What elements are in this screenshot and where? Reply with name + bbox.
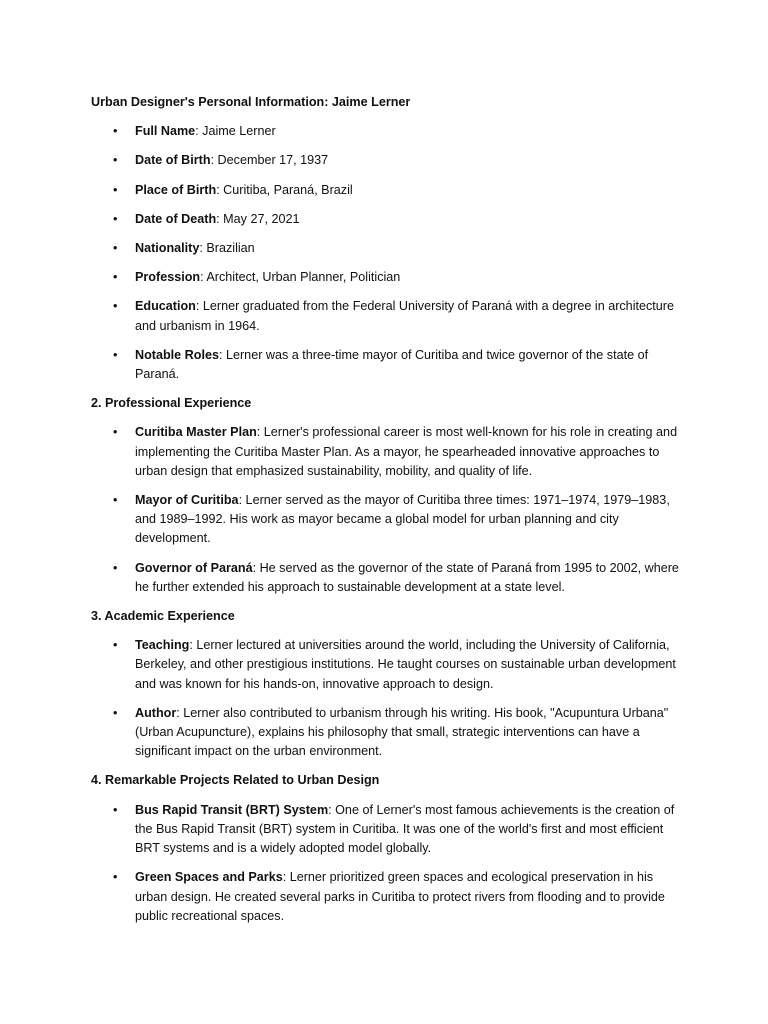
item-term: Notable Roles — [135, 347, 219, 362]
list-item — [91, 181, 688, 200]
list-item — [91, 239, 688, 258]
personal-info-list — [91, 122, 688, 384]
item-text: : Jaime Lerner — [195, 124, 276, 139]
item-term: Mayor of Curitiba — [135, 493, 239, 508]
item-term: Green Spaces and Parks — [135, 870, 283, 885]
item-text: : Lerner served as the mayor of Curitiba three times: 1971–1974, 1979–1983, and 1989–1992. His work as mayor became a global model for urban planning and city development. — [135, 493, 670, 546]
item-text: : One of Lerner's most famous achievements is the creation of the Bus Rapid Transit (BRT) system in Curitiba. It was one of the world's first and most efficient BRT systems and is a widely adopted model globally. — [135, 802, 675, 856]
item-term: Place of Birth — [135, 182, 217, 197]
item-text: : Lerner's professional career is most well-known for his role in creating and implementing the Curitiba Master Plan. As a mayor, he spearheaded innovative approaches to urban design that emphasized sustainability, mobility, and quality of life. — [135, 425, 678, 478]
list-item — [91, 491, 688, 549]
item-term: Date of Death — [135, 211, 217, 226]
item-text: : May 27, 2021 — [216, 211, 300, 226]
item-text: : Lerner also contributed to urbanism through his writing. His book, "Acupuntura Urbana" (Urban Acupuncture), explains his philosophy that small, strategic interventions can have a significant impact on the urban environment. — [135, 705, 669, 759]
item-text: : Brazilian — [199, 241, 255, 256]
section-heading-academic-experience: 3. Academic Experience — [91, 609, 235, 624]
item-term: Nationality — [135, 241, 200, 256]
item-term: Full Name — [135, 124, 196, 139]
section-heading-remarkable-projects: 4. Remarkable Projects Related to Urban Design — [91, 773, 380, 788]
item-term: Profession — [135, 270, 201, 285]
list-item — [91, 297, 688, 335]
list-item — [91, 636, 688, 694]
remarkable-projects-list — [91, 801, 688, 926]
professional-experience-list — [91, 423, 688, 597]
list-item — [91, 122, 688, 141]
list-item — [91, 151, 688, 170]
list-item — [91, 801, 688, 859]
item-text: : Lerner graduated from the Federal University of Paraná with a degree in architecture and urbanism in 1964. — [135, 299, 674, 333]
list-item — [91, 423, 688, 481]
item-term: Curitiba Master Plan — [135, 425, 257, 440]
item-term: Education — [135, 299, 196, 314]
list-item — [91, 704, 688, 762]
list-item — [91, 210, 688, 229]
item-term: Teaching — [135, 638, 190, 653]
item-text: : Lerner lectured at universities around the world, including the University of California, Berkeley, and other prestigious institutions. He taught courses on sustainable urban development and was known for his hands-on, innovative approach to design. — [135, 638, 676, 691]
item-text: : December 17, 1937 — [210, 153, 329, 168]
item-term: Author — [135, 705, 177, 720]
item-text: : Lerner prioritized green spaces and ecological preservation in his urban design. He created several parks in Curitiba to protect rivers from flooding and to provide public recreational spaces. — [135, 870, 665, 923]
list-item — [91, 868, 688, 926]
item-text: : Curitiba, Paraná, Brazil — [216, 182, 353, 197]
section-heading-professional-experience: 2. Professional Experience — [91, 396, 252, 411]
item-text: : He served as the governor of the state of Paraná from 1995 to 2002, where he further extended his approach to sustainable development at a state level. — [135, 560, 679, 594]
academic-experience-list — [91, 636, 688, 761]
item-term: Governor of Paraná — [135, 560, 253, 575]
item-term: Bus Rapid Transit (BRT) System — [135, 802, 329, 817]
item-text: : Architect, Urban Planner, Politician — [200, 270, 401, 285]
list-item — [91, 268, 688, 287]
list-item — [91, 559, 688, 597]
list-item — [91, 346, 688, 384]
document-title: Urban Designer's Personal Information: Jaime Lerner — [91, 95, 411, 109]
item-term: Date of Birth — [135, 153, 211, 168]
item-text: : Lerner was a three-time mayor of Curitiba and twice governor of the state of Paraná. — [135, 347, 649, 382]
